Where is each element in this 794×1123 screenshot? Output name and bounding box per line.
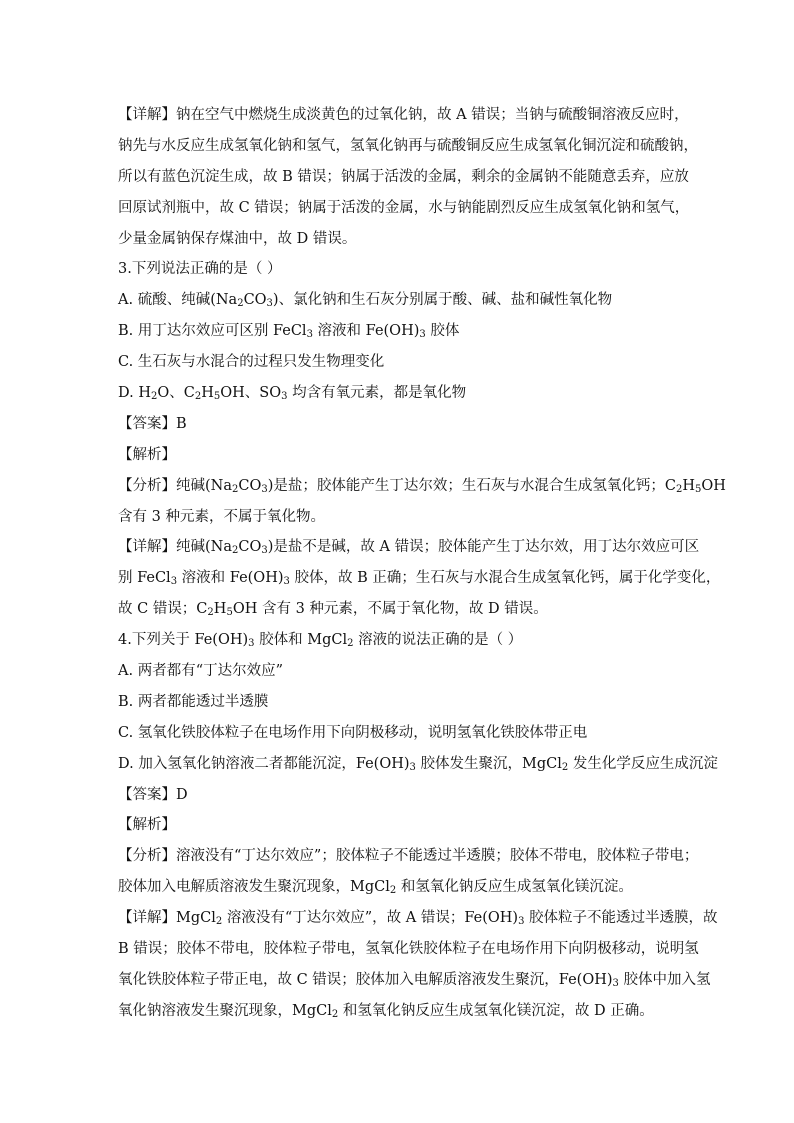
- q4-option-b: B. 两者都能透过半透膜: [118, 693, 269, 710]
- q3-option-c: C. 生石灰与水混合的过程只发生物理变化: [118, 354, 385, 371]
- q4-analysis-line-1: 【分析】溶液没有“丁达尔效应”；胶体粒子不能透过半透膜；胶体不带电，胶体粒子带电；: [118, 848, 699, 865]
- q4-stem: 4.下列关于 $Fe(OH)_3$ 胶体和 MgCl$_2$ 溶液的说法正确的是（ ）: [118, 632, 523, 650]
- q4-detail-line-2: B 错误；胶体不带电，胶体粒子带电，氢氧化铁胶体粒子在电场作用下向阴极移动，说明氢: [118, 941, 699, 958]
- q4-answer: 【答案】D: [118, 786, 188, 803]
- q2-detail-line-4: 回原试剂瓶中，故 C 错误；钠属于活泼的金属，水与钠能剧烈反应生成氢氧化钠和氢气，: [118, 199, 690, 216]
- q3-analysis-line-2: 含有 3 种元素，不属于氧化物。: [118, 508, 325, 525]
- q4-option-a: A. 两者都有“丁达尔效应”: [118, 663, 284, 680]
- q2-detail-line-1: 【详解】钠在空气中燃烧生成淡黄色的过氧化钠，故 A 错误；当钠与硫酸铜溶液反应时，: [118, 107, 689, 123]
- q4-detail-line-3: 氧化铁胶体粒子带正电，故 C 错误；胶体加入电解质溶液发生聚沉，$Fe(OH)_3$ 胶体中加入氢: [118, 971, 711, 989]
- analysis-tag: 【分析】: [118, 848, 176, 865]
- q2-detail-line-2: 钠先与水反应生成氢氧化钠和氢气，氢氧化钠再与硫酸铜反应生成氢氧化铜沉淀和硫酸钠，: [118, 137, 698, 154]
- q3-option-a: A. 硫酸、纯碱$(Na_2CO_3)$、氯化钠和生石灰分别属于酸、碱、盐和碱性氧化物: [118, 292, 613, 310]
- detail-tag: 【详解】: [118, 107, 176, 123]
- q3-detail-line-1: 【详解】纯碱$(Na_2CO_3)$是盐不是碱，故 A 错误；胶体能产生丁达尔效，用丁达尔效应可区: [118, 539, 700, 557]
- q3-analysis-line-1: 【分析】纯碱$(Na_2CO_3)$是盐；胶体能产生丁达尔效；生石灰与水混合生成氢氧化钙；$C_2H_5OH$: [118, 477, 726, 495]
- q4-detail-line-4: 氧化钠溶液发生聚沉现象，MgCl$_2$ 和氢氧化钠反应生成氢氧化镁沉淀，故 D 正确。: [118, 1002, 654, 1020]
- q3-option-b: B. 用丁达尔效应可区别 FeCl$_3$ 溶液和 $Fe(OH)_3$ 胶体: [118, 323, 460, 341]
- q3-analysis-title: 【解析】: [118, 446, 176, 463]
- q3-detail-line-2: 别 FeCl$_3$ 溶液和 $Fe(OH)_3$ 胶体，故 B 正确；生石灰与水混合生成氢氧化钙，属于化学变化，: [118, 570, 721, 588]
- q2-detail-line-5: 少量金属钠保存煤油中，故 D 错误。: [118, 230, 357, 247]
- q3-detail-line-3: 故 C 错误；$C_2H_5OH$ 含有 3 种元素，不属于氧化物，故 D 错误。: [118, 601, 548, 619]
- q3-stem: 3.下列说法正确的是（ ）: [118, 261, 282, 278]
- document-content: [118, 100, 726, 1027]
- q4-option-c: C. 氢氧化铁胶体粒子在电场作用下向阴极移动，说明氢氧化铁胶体带正电: [118, 724, 588, 741]
- q4-option-d: D. 加入氢氧化钠溶液二者都能沉淀，$Fe(OH)_3$ 胶体发生聚沉，MgCl$_2$ 发生化学反应生成沉淀: [118, 755, 718, 773]
- q4-analysis-title: 【解析】: [118, 817, 176, 834]
- detail-tag: 【详解】: [118, 539, 176, 556]
- q3-option-d: D. $H_2O$、$C_2H_5OH$、$SO_3$ 均含有氧元素，都是氧化物: [118, 385, 467, 403]
- q3-answer: 【答案】B: [118, 415, 187, 432]
- q4-analysis-line-2: 胶体加入电解质溶液发生聚沉现象，MgCl$_2$ 和氢氧化钠反应生成氢氧化镁沉淀。: [118, 879, 633, 897]
- q4-detail-line-1: 【详解】MgCl$_2$ 溶液没有“丁达尔效应”，故 A 错误；$Fe(OH)_3$ 胶体粒子不能透过半透膜，故: [118, 910, 718, 928]
- q2-detail-line-3: 所以有蓝色沉淀生成，故 B 错误；钠属于活泼的金属，剩余的金属钠不能随意丢弃，应放: [118, 168, 689, 185]
- detail-tag: 【详解】: [118, 910, 176, 927]
- analysis-tag: 【分析】: [118, 477, 176, 494]
